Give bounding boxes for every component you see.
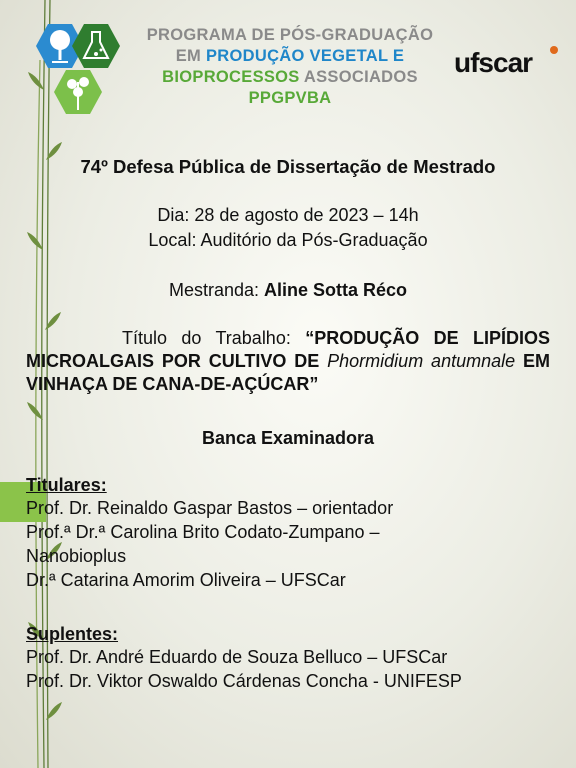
list-item: Prof.ª Dr.ª Carolina Brito Codato-Zumpano –	[26, 522, 380, 542]
list-item: Prof. Dr. Viktor Oswaldo Cárdenas Concha - UNIFESP	[26, 671, 462, 691]
student-label: Mestranda:	[168, 280, 259, 300]
program-line-1: PROGRAMA DE PÓS-GRADUAÇÃO	[146, 26, 434, 44]
program-line-3: BIOPROCESSOS ASSOCIADOS	[162, 68, 418, 86]
list-item: Prof. Dr. Reinaldo Gaspar Bastos – orientador	[26, 498, 394, 518]
student-name: Aline Sotta Réco	[264, 280, 408, 300]
plant-icon	[54, 70, 102, 114]
substitutes-list	[26, 645, 566, 693]
list-item: Nanobioplus	[26, 546, 127, 566]
date-line: Dia: 28 de agosto de 2023 – 14h	[157, 205, 419, 225]
program-line-2: EM PRODUÇÃO VEGETAL E	[175, 47, 405, 65]
university-logo	[454, 42, 566, 82]
list-item: Dr.ª Catarina Amorim Oliveira – UFSCar	[26, 570, 346, 590]
program-acronym: PPGPVBA	[248, 89, 332, 107]
student-line	[0, 280, 576, 301]
work-title-part2: EM VINHAÇA DE CANA-DE-AÇÚCAR”	[26, 351, 550, 394]
program-logo	[18, 18, 136, 140]
work-title-part1: “PRODUÇÃO DE LIPÍDIOS MICROALGAIS POR CULTIVO DE	[26, 328, 550, 371]
defense-title: 74º Defesa Pública de Dissertação de Mestrado	[80, 156, 496, 177]
work-title-species: Phormidium antumnale	[327, 351, 516, 371]
svg-text:ufscar: ufscar	[454, 47, 533, 78]
flask-icon	[72, 24, 120, 68]
program-title	[120, 25, 460, 109]
substitutes-heading: Suplentes:	[26, 624, 119, 644]
work-title	[26, 327, 550, 396]
list-item: Prof. Dr. André Eduardo de Souza Belluco – UFSCar	[26, 647, 448, 667]
work-label: Título do Trabalho:	[122, 328, 291, 348]
committee-title: Banca Examinadora	[201, 428, 375, 448]
location-line: Local: Auditório da Pós-Graduação	[148, 230, 428, 250]
holders-list	[26, 496, 566, 592]
holders-heading: Titulares:	[26, 475, 107, 495]
